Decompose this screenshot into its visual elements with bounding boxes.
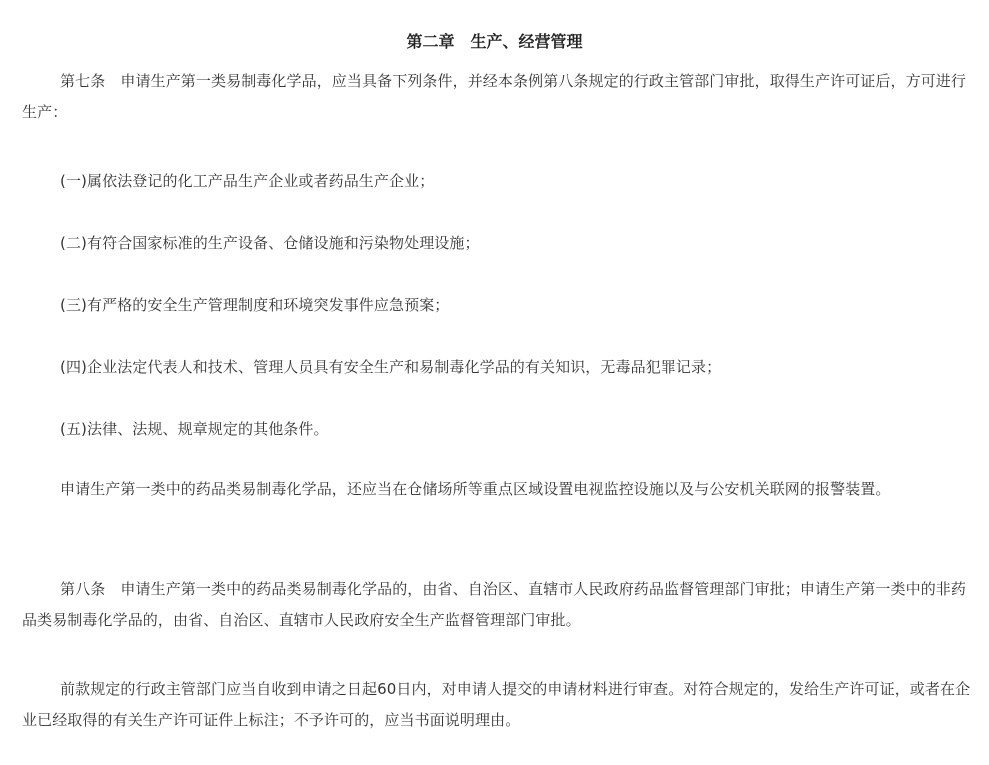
condition-5-paragraph: (五)法律、法规、规章规定的其他条件。 xyxy=(60,420,329,438)
condition-3-paragraph: (三)有严格的安全生产管理制度和环境突发事件应急预案； xyxy=(60,296,450,314)
condition-2-paragraph: (二)有符合国家标准的生产设备、仓储设施和污染物处理设施； xyxy=(60,234,480,252)
review-period-paragraph: 前款规定的行政主管部门应当自收到申请之日起60日内，对申请人提交的申请材料进行审查。对符合规定的，发给生产许可证，或者在企业已经取得的有关生产许可证件上标注；不予许可的，应当书面说明理由。 xyxy=(22,680,971,729)
article-8-paragraph: 第八条 申请生产第一类中的药品类易制毒化学品的，由省、自治区、直辖市人民政府药品监督管理部门审批；申请生产第一类中的非药品类易制毒化学品的，由省、自治区、直辖市人民政府安全生产监督管理部门审批。 xyxy=(22,580,967,629)
chapter-title: 第二章 生产、经营管理 xyxy=(406,32,583,51)
monitoring-requirement-paragraph: 申请生产第一类中的药品类易制毒化学品，还应当在仓储场所等重点区域设置电视监控设施以及与公安机关联网的报警装置。 xyxy=(60,480,891,498)
condition-1-paragraph: (一)属依法登记的化工产品生产企业或者药品生产企业； xyxy=(60,172,435,190)
condition-4-paragraph: (四)企业法定代表人和技术、管理人员具有安全生产和易制毒化学品的有关知识，无毒品犯罪记录； xyxy=(60,358,722,376)
article-7-paragraph: 第七条 申请生产第一类易制毒化学品，应当具备下列条件，并经本条例第八条规定的行政主管部门审批，取得生产许可证后，方可进行生产： xyxy=(22,72,967,121)
